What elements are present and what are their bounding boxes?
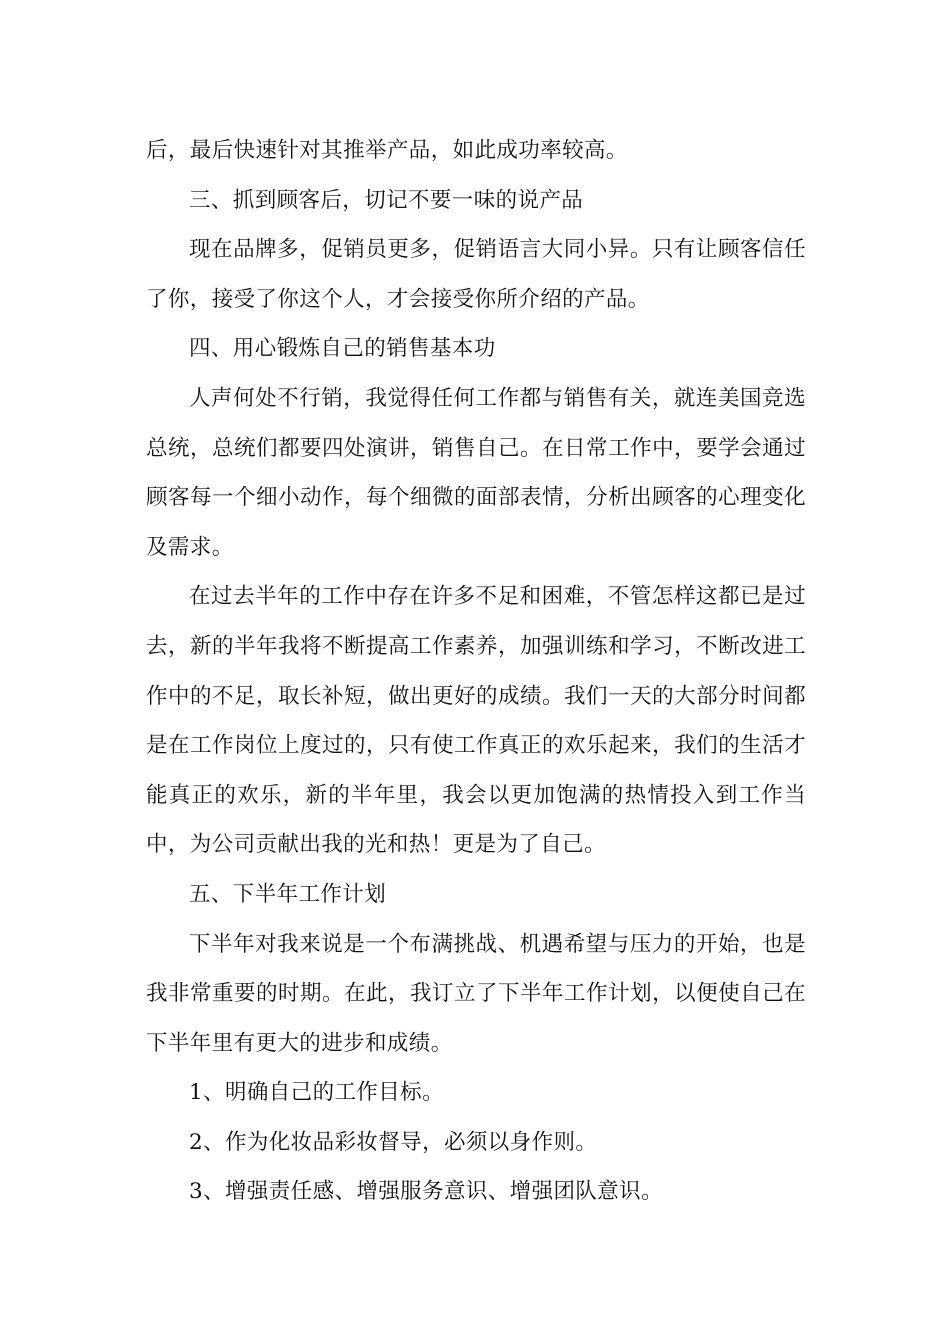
paragraph-continuation: 后，最后快速针对其推举产品，如此成功率较高。	[146, 138, 628, 163]
list-item-3: 3、增强责任感、增强服务意识、增强团队意识。	[189, 1179, 663, 1205]
list-item-1: 1、明确自己的工作目标。	[189, 1080, 444, 1106]
paragraph: 人声何处不行销，我觉得任何工作都与销售有关，就连美国竞选总统，总统们都要四处演讲，销售自己。在日常工作中，要学会通过顾客每一个细小动作，每个细微的面部表情，分析出顾客的心理变化及需求。	[146, 385, 806, 560]
list-item-2: 2、作为化妆品彩妆督导，必须以身作则。	[189, 1129, 598, 1155]
document-body	[146, 126, 806, 1217]
section-heading-3: 三、抓到顾客后，切记不要一味的说产品	[189, 187, 584, 213]
paragraph: 下半年对我来说是一个布满挑战、机遇希望与压力的开始，也是我非常重要的时期。在此，我订立了下半年工作计划，以便使自己在下半年里有更大的进步和成绩。	[146, 931, 806, 1056]
section-heading-4: 四、用心锻炼自己的销售基本功	[189, 336, 496, 362]
paragraph: 在过去半年的工作中存在许多不足和困难，不管怎样这都已是过去，新的半年我将不断提高工作素养，加强训练和学习，不断改进工作中的不足，取长补短，做出更好的成绩。我们一天的大部分时间都是在工作岗位上度过的，只有使工作真正的欢乐起来，我们的生活才能真正的欢乐，新的半年里，我会以更加饱满的热情投入到工作当中，为公司贡献出我的光和热！更是为了自己。	[146, 584, 806, 858]
paragraph: 现在品牌多，促销员更多，促销语言大同小异。只有让顾客信任了你，接受了你这个人，才会接受你所介绍的产品。	[146, 237, 806, 312]
section-heading-5: 五、下半年工作计划	[189, 881, 387, 907]
